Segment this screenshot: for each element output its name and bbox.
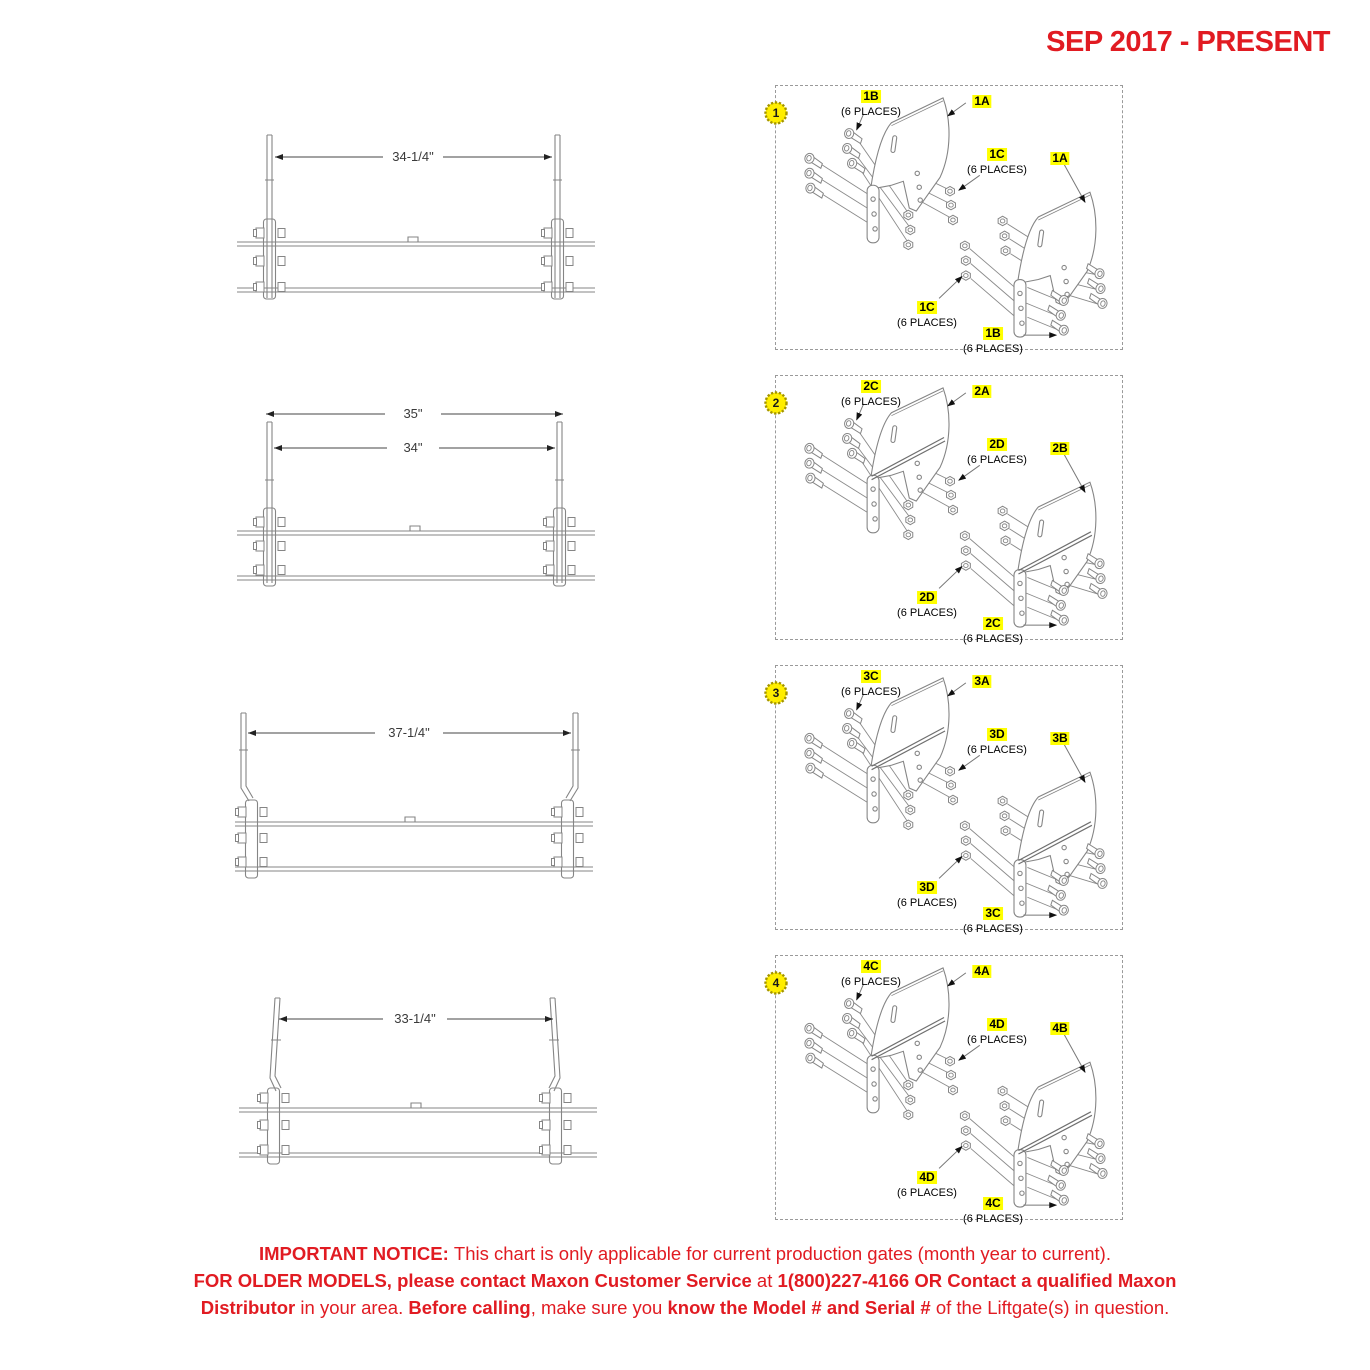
callout-nut-bottom: 1C (6 PLACES) [897,300,957,329]
callout-bolt-top: 2C (6 PLACES) [841,379,901,408]
dimension-label: 35" [403,406,423,421]
date-range-title: SEP 2017 - PRESENT [1046,26,1330,58]
important-notice [85,1240,1285,1321]
callout-nut-bottom: 2D (6 PLACES) [897,590,957,619]
callout-bracket-right: 4B [1052,1021,1068,1035]
dimension-label: 33-1/4" [394,1011,436,1026]
callout-bracket-left: 2A [974,384,990,398]
callout-bolt-top: 1B (6 PLACES) [841,89,901,118]
notice-line-1: IMPORTANT NOTICE: This chart is only applicable for current production gates (month year to current). [259,1243,1111,1264]
callout-nut-mid: 4D (6 PLACES) [967,1017,1027,1046]
callout-bracket-left: 3A [974,674,990,688]
dimension-label: 34-1/4" [392,149,434,164]
frame-diagram-2 [225,400,605,590]
group-2-badge: 2 [763,390,789,416]
dimension-label: 37-1/4" [388,725,430,740]
callout-bracket-right: 3B [1052,731,1068,745]
dimension-label: 34" [403,440,423,455]
callout-bracket-right: 1A [1052,151,1068,165]
group-3-badge: 3 [763,680,789,706]
parts-box-3 [772,665,1123,935]
frame-diagram-4 [225,990,605,1180]
callout-nut-bottom: 4D (6 PLACES) [897,1170,957,1199]
callout-bolt-bottom: 1B (6 PLACES) [963,326,1023,355]
callout-bolt-top: 3C (6 PLACES) [841,669,901,698]
parts-box-4 [772,955,1123,1225]
group-1-badge: 1 [763,100,789,126]
callout-bolt-top: 4C (6 PLACES) [841,959,901,988]
callout-bolt-bottom: 2C (6 PLACES) [963,616,1023,645]
group-4-badge: 4 [763,970,789,996]
callout-bracket-left: 4A [974,964,990,978]
callout-bracket-left: 1A [974,94,990,108]
frame-diagram-1 [225,123,605,308]
parts-box-2 [772,375,1123,645]
frame-diagram-3 [215,700,605,890]
parts-box-1 [772,85,1123,355]
callout-bracket-right: 2B [1052,441,1068,455]
callout-nut-mid: 1C (6 PLACES) [967,147,1027,176]
notice-line-3: Distributor in your area. Before calling, make sure you know the Model # and Serial # of the Liftgate(s) in question. [200,1297,1170,1318]
callout-nut-mid: 2D (6 PLACES) [967,437,1027,466]
callout-nut-bottom: 3D (6 PLACES) [897,880,957,909]
callout-bolt-bottom: 3C (6 PLACES) [963,906,1023,935]
callout-bolt-bottom: 4C (6 PLACES) [963,1196,1023,1225]
callout-nut-mid: 3D (6 PLACES) [967,727,1027,756]
notice-line-2: FOR OLDER MODELS, please contact Maxon Customer Service at 1(800)227-4166 OR Contact a qualified Maxon [193,1270,1177,1291]
